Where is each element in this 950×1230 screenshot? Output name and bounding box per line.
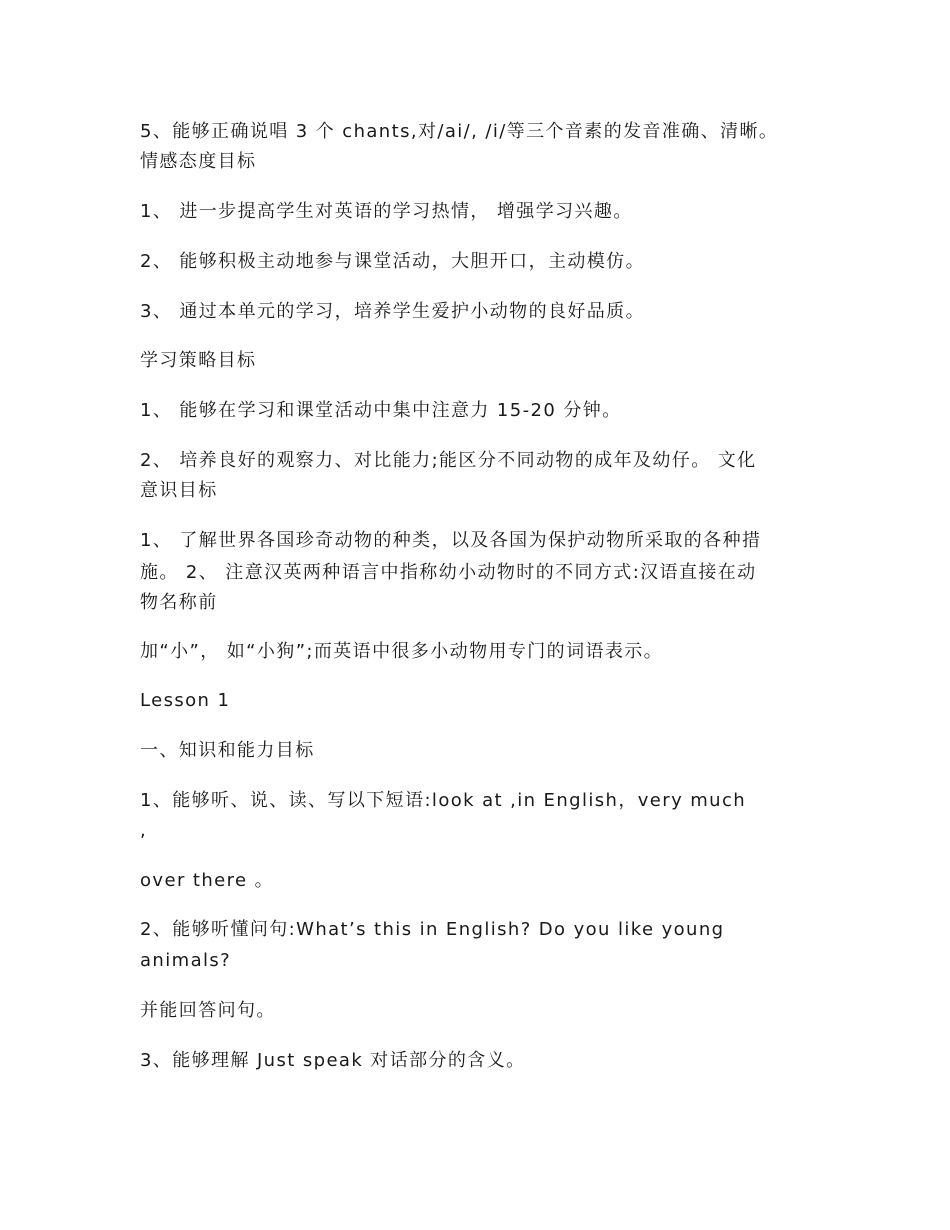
text-line: 3、能够理解 Just speak 对话部分的含义。 [140,1050,526,1071]
section-heading: 学习策略目标 [140,350,257,371]
lesson-heading: Lesson 1 [140,690,231,711]
text-line: 1、 进一步提高学生对英语的学习热情， 增强学习兴趣。 [140,201,633,222]
text-line: 5、能够正确说唱 3 个 chants,对/ai/, /i/等三个音素的发音准确、清晰。 [140,121,779,142]
text-line: over there 。 [140,870,275,891]
text-line: 1、 了解世界各国珍奇动物的种类，以及各国为保护动物所采取的各种措 [140,530,762,551]
text-line: 加“小”， 如“小狗”;而英语中很多小动物用专门的词语表示。 [140,641,664,662]
text-line: , [140,820,148,841]
text-line: 情感态度目标 [140,151,257,172]
text-line: 3、 通过本单元的学习，培养学生爱护小动物的良好品质。 [140,301,645,322]
text-line: 意识目标 [140,480,218,501]
text-line: 1、 能够在学习和课堂活动中集中注意力 15-20 分钟。 [140,400,622,421]
text-line: 物名称前 [140,592,218,613]
text-line: 2、能够听懂问句:What’s this in English? Do you like young [140,919,725,940]
text-line: 施。 2、 注意汉英两种语言中指称幼小动物时的不同方式:汉语直接在动 [140,562,757,583]
text-line: 并能回答问句。 [140,1000,276,1021]
section-heading: 一、知识和能力目标 [140,740,315,761]
text-line: animals? [140,950,232,971]
text-line: 2、 能够积极主动地参与课堂活动，大胆开口，主动模仿。 [140,251,645,272]
text-line: 1、能够听、说、读、写以下短语:look at ,in English，very much [140,790,747,811]
text-line: 2、 培养良好的观察力、对比能力;能区分不同动物的成年及幼仔。 文化 [140,450,757,471]
